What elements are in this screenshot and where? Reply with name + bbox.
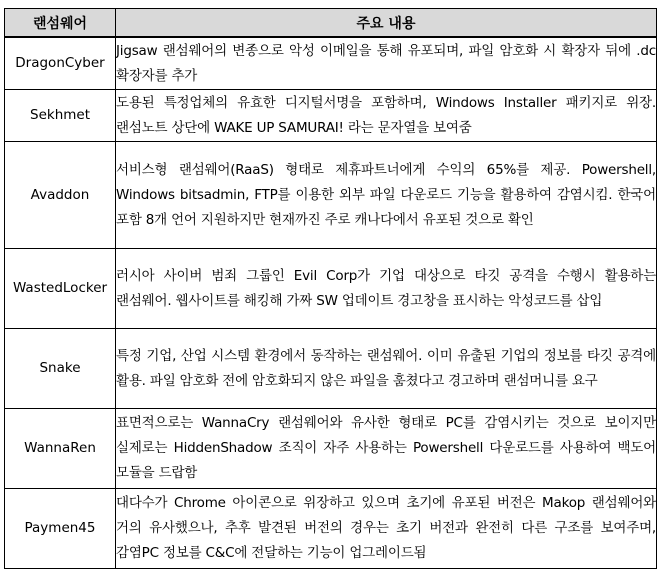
header-ransomware: 랜섬웨어 [5, 9, 116, 38]
table-row [5, 249, 657, 329]
ransomware-description: 대다수가 Chrome 아이콘으로 위장하고 있으며 초기에 유포된 버전은 Makop 랜섬웨어와 거의 유사했으나, 추후 발견된 버전의 경우는 초기 버전과 완전히 다른 구조를 보여주며, 감염PC 정보를 C&C에 전달하는 기능이 업그레이드됨 [116, 489, 657, 569]
table-row [5, 142, 657, 249]
ransomware-description: 도용된 특정업체의 유효한 디지털서명을 포함하며, Windows Installer 패키지로 위장. 랜섬노트 상단에 WAKE UP SAMURAI! 라는 문자열을 보여줌 [116, 90, 657, 142]
ransomware-name: WannaRen [5, 409, 116, 489]
table-row [5, 409, 657, 489]
table-row [5, 37, 657, 90]
table-row [5, 489, 657, 569]
ransomware-name: Sekhmet [5, 90, 116, 142]
ransomware-description: 표면적으로는 WannaCry 랜섬웨어와 유사한 형태로 PC를 감염시키는 것으로 보이지만 실제로는 HiddenShadow 조직이 자주 사용하는 Powershell 다운로드를 사용하여 백도어 모듈을 드랍함 [116, 409, 657, 489]
ransomware-name: Snake [5, 329, 116, 409]
ransomware-description: 특정 기업, 산업 시스템 환경에서 동작하는 랜섬웨어. 이미 유출된 기업의 정보를 타깃 공격에 활용. 파일 암호화 전에 암호화되지 않은 파일을 훔쳤다고 경고하며 랜섬머니를 요구 [116, 329, 657, 409]
ransomware-name: Avaddon [5, 142, 116, 249]
ransomware-name: Paymen45 [5, 489, 116, 569]
table-row [5, 329, 657, 409]
ransomware-description: 러시아 사이버 범죄 그룹인 Evil Corp가 기업 대상으로 타깃 공격을 수행시 활용하는 랜섬웨어. 웹사이트를 해킹해 가짜 SW 업데이트 경고창을 표시하는 악성코드를 삽입 [116, 249, 657, 329]
header-main-content: 주요 내용 [116, 9, 657, 38]
ransomware-description: 서비스형 랜섬웨어(RaaS) 형태로 제휴파트너에게 수익의 65%를 제공. Powershell, Windows bitsadmin, FTP를 이용한 외부 파일 다운로드 기능을 활용하여 감염시킴. 한국어 포함 8개 언어 지원하지만 현재까진 주로 캐나다에서 유포된 것으로 확인 [116, 142, 657, 249]
ransomware-table [4, 8, 657, 569]
table-header-row [5, 9, 657, 38]
table-row [5, 90, 657, 142]
ransomware-name: WastedLocker [5, 249, 116, 329]
ransomware-description: Jigsaw 랜섬웨어의 변종으로 악성 이메일을 통해 유포되며, 파일 암호화 시 확장자 뒤에 .dc 확장자를 추가 [116, 37, 657, 90]
ransomware-name: DragonCyber [5, 37, 116, 90]
